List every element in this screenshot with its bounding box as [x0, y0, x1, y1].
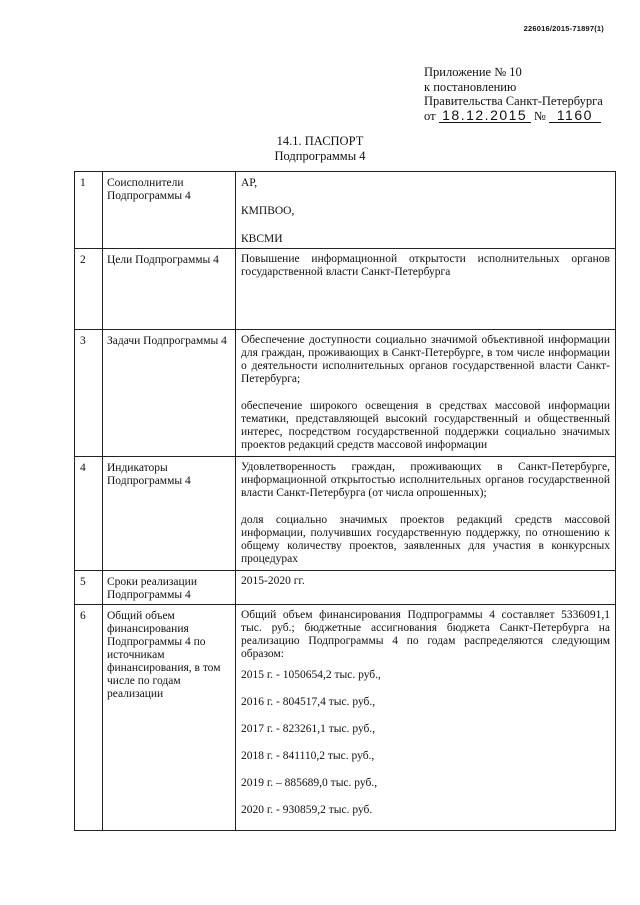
document-code: 226016/2015-71897(1) [523, 24, 604, 33]
appendix-block [424, 65, 603, 123]
goal-text: Повышение информационной открытости исполнительных органов государственной власти Санкт-Петербурга [241, 253, 610, 278]
passport-title [0, 134, 640, 164]
indicator-paragraph-2: доля социально значимых проектов редакций средств массовой информации, получивших государственную поддержку, по отношению к общему количеству проектов, заявленных для участия в конкурсных процедурах [241, 514, 610, 565]
appendix-date-line [424, 106, 603, 124]
table-row [75, 330, 616, 457]
coexecutor-item: АР, [241, 177, 258, 189]
task-paragraph-1: Обеспечение доступности социально значимой объективной информации для граждан, проживающих в Санкт-Петербурге, в том числе информации о деятельности исполнительных органов государственной власти Санкт-Петербурга; [241, 334, 610, 385]
financing-year-item: 2020 г. - 930859,2 тыс. руб. [241, 804, 373, 816]
table-row [75, 571, 616, 605]
financing-year-item: 2015 г. - 1050654,2 тыс. руб., [241, 669, 381, 681]
appendix-line-3: Правительства Санкт-Петербурга [424, 94, 603, 108]
period-text: 2015-2020 гг. [241, 575, 305, 587]
row-label: Соисполнители Подпрограммы 4 [103, 172, 236, 249]
row-content [236, 249, 616, 330]
title-line-1: 14.1. ПАСПОРТ [276, 134, 364, 148]
passport-table [74, 171, 616, 831]
row-number: 3 [75, 330, 103, 457]
appendix-line-2: к постановлению [424, 79, 517, 94]
coexecutor-item: КМПВОО, [241, 205, 295, 217]
row-label: Цели Подпрограммы 4 [103, 249, 236, 330]
table-row [75, 605, 616, 831]
indicator-paragraph-1: Удовлетворенность граждан, проживающих в Санкт-Петербурге, информационной открытостью исполнительных органов государственной власти Санкт-Петербурга (от числа опрошенных); [241, 461, 610, 499]
date-value: 18.12.2015 [439, 109, 531, 123]
row-content [236, 330, 616, 457]
row-label: Общий объем финансирования Подпрограммы 4 по источникам финансирования, в том числе по годам реализации [103, 605, 236, 831]
row-number: 5 [75, 571, 103, 605]
row-number: 2 [75, 249, 103, 330]
row-label: Задачи Подпрограммы 4 [103, 330, 236, 457]
date-prefix: от [424, 108, 436, 123]
row-number: 6 [75, 605, 103, 831]
table-row [75, 457, 616, 571]
row-content [236, 571, 616, 605]
task-paragraph-2: обеспечение широкого освещения в средствах массовой информации тематики, представляющей высокий государственный и общественный интерес, посредством государственной поддержки социально значимых проектов редакций средств массовой информации [241, 400, 610, 451]
coexecutor-item: КВСМИ [241, 233, 283, 245]
row-content [236, 172, 616, 249]
title-line-2: Подпрограммы 4 [274, 149, 366, 163]
row-content [236, 605, 616, 831]
row-label: Сроки реализации Подпрограммы 4 [103, 571, 236, 605]
financing-year-item: 2019 г. – 885689,0 тыс. руб., [241, 777, 378, 789]
row-number: 1 [75, 172, 103, 249]
row-number: 4 [75, 457, 103, 571]
financing-intro: Общий объем финансирования Подпрограммы 4 составляет 5336091,1 тыс. руб.; бюджетные ассигнования бюджета Санкт-Петербурга на реализацию Подпрограммы 4 по годам распределяются следующим образом: [241, 609, 610, 660]
number-prefix: № [533, 108, 546, 123]
financing-year-item: 2017 г. - 823261,1 тыс. руб., [241, 723, 376, 735]
row-content [236, 457, 616, 571]
financing-year-item: 2016 г. - 804517,4 тыс. руб., [241, 696, 376, 708]
table-row [75, 249, 616, 330]
appendix-line-1: Приложение № 10 [424, 65, 522, 79]
table-row [75, 172, 616, 249]
financing-year-item: 2018 г. - 841110,2 тыс. руб., [241, 750, 375, 762]
number-value: 1160 [549, 109, 601, 123]
row-label: Индикаторы Подпрограммы 4 [103, 457, 236, 571]
